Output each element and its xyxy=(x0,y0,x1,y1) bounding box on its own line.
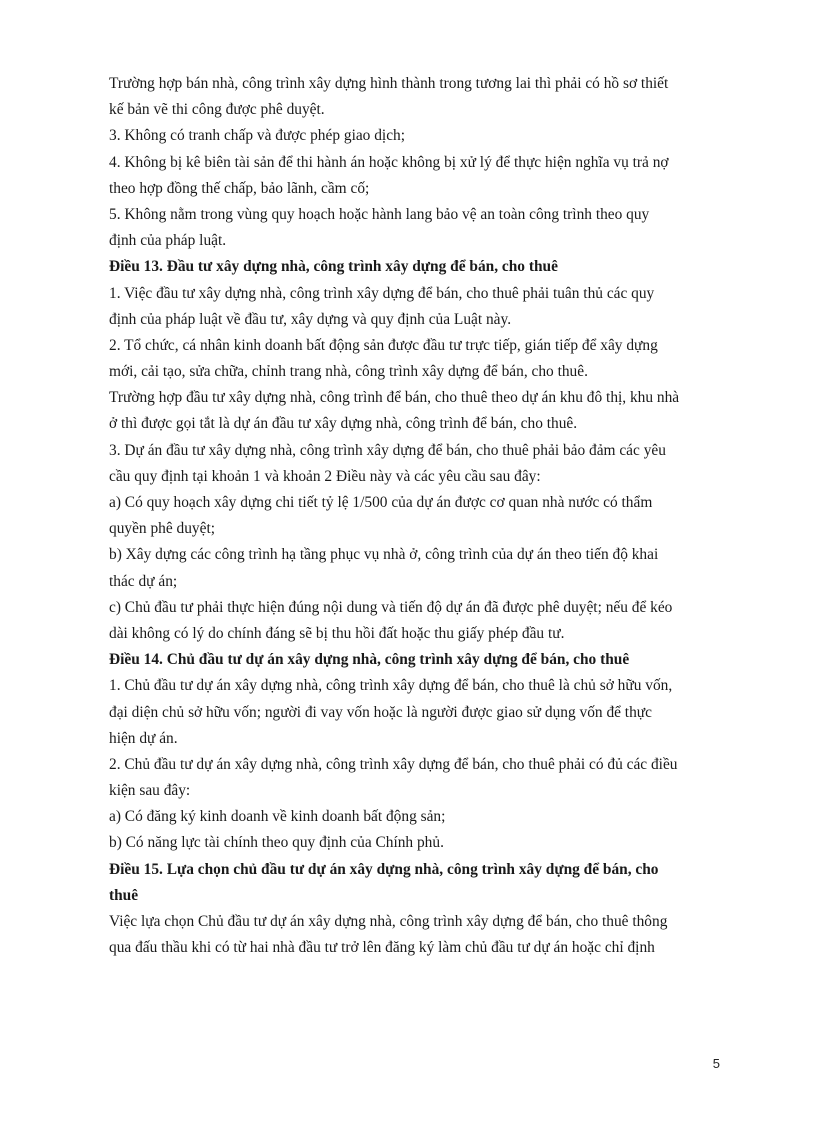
article-heading-line: Điều 15. Lựa chọn chủ đầu tư dự án xây dựng nhà, công trình xây dựng để bán, cho xyxy=(109,860,659,878)
text-line: 5. Không nằm trong vùng quy hoạch hoặc hành lang bảo vệ an toàn công trình theo quy xyxy=(109,205,650,223)
text-line: cầu quy định tại khoản 1 và khoản 2 Điều này và các yêu cầu sau đây: xyxy=(109,467,541,485)
text-line: b) Có năng lực tài chính theo quy định của Chính phủ. xyxy=(109,834,444,852)
document-body xyxy=(109,71,721,961)
text-line: b) Xây dựng các công trình hạ tầng phục vụ nhà ở, công trình của dự án theo tiến độ khai xyxy=(109,546,659,564)
text-line: ở thì được gọi tắt là dự án đầu tư xây dựng nhà, công trình để bán, cho thuê. xyxy=(109,415,578,433)
text-line: Việc lựa chọn Chủ đầu tư dự án xây dựng nhà, công trình xây dựng để bán, cho thuê thông xyxy=(109,913,668,930)
text-line: 1. Chủ đầu tư dự án xây dựng nhà, công trình xây dựng để bán, cho thuê là chủ sở hữu vốn, xyxy=(109,677,673,695)
text-line: Trường hợp bán nhà, công trình xây dựng hình thành trong tương lai thì phải có hồ sơ thiết xyxy=(109,75,669,92)
text-line: a) Có đăng ký kinh doanh về kinh doanh bất động sản; xyxy=(109,808,446,826)
text-line: kiện sau đây: xyxy=(109,782,191,800)
text-line: theo hợp đồng thế chấp, bảo lãnh, cầm cố; xyxy=(109,179,370,197)
text-line: a) Có quy hoạch xây dựng chi tiết tỷ lệ 1/500 của dự án được cơ quan nhà nước có thẩm xyxy=(109,494,653,511)
text-line: 1. Việc đầu tư xây dựng nhà, công trình xây dựng để bán, cho thuê phải tuân thủ các quy xyxy=(109,284,655,302)
text-line: đại diện chủ sở hữu vốn; người đi vay vốn hoặc là người được giao sử dụng vốn để thực xyxy=(109,703,652,721)
text-line: c) Chủ đầu tư phải thực hiện đúng nội dung và tiến độ dự án đã được phê duyệt; nếu để kéo xyxy=(109,598,673,616)
text-line: hiện dự án. xyxy=(109,729,178,747)
text-line: mới, cải tạo, sửa chữa, chỉnh trang nhà, công trình xây dựng để bán, cho thuê. xyxy=(109,363,588,381)
article-heading-line: thuê xyxy=(109,886,139,904)
text-line: dài không có lý do chính đáng sẽ bị thu hồi đất hoặc thu giấy phép đầu tư. xyxy=(109,624,565,642)
page-number: 5 xyxy=(712,1056,720,1071)
text-line: 3. Không có tranh chấp và được phép giao dịch; xyxy=(109,127,405,145)
text-line: Trường hợp đầu tư xây dựng nhà, công trình để bán, cho thuê theo dự án khu đô thị, khu nhà xyxy=(109,389,680,407)
article-heading-line: Điều 14. Chủ đầu tư dự án xây dựng nhà, công trình xây dựng để bán, cho thuê xyxy=(109,651,630,669)
text-line: quyền phê duyệt; xyxy=(109,520,215,538)
text-line: 4. Không bị kê biên tài sản để thi hành án hoặc không bị xử lý để thực hiện nghĩa vụ trả nợ xyxy=(109,153,669,171)
article-heading-line: Điều 13. Đầu tư xây dựng nhà, công trình xây dựng để bán, cho thuê xyxy=(109,258,558,276)
text-line: 3. Dự án đầu tư xây dựng nhà, công trình xây dựng để bán, cho thuê phải bảo đảm các yêu xyxy=(109,441,666,459)
text-line: kế bản vẽ thi công được phê duyệt. xyxy=(109,101,325,119)
text-line: qua đấu thầu khi có từ hai nhà đầu tư trở lên đăng ký làm chủ đầu tư dự án hoặc chỉ định xyxy=(109,939,655,957)
text-line: định của pháp luật. xyxy=(109,232,227,250)
text-line: thác dự án; xyxy=(109,572,178,590)
text-line: 2. Chủ đầu tư dự án xây dựng nhà, công trình xây dựng để bán, cho thuê phải có đủ các điều xyxy=(109,755,678,773)
text-line: 2. Tổ chức, cá nhân kinh doanh bất động sản được đầu tư trực tiếp, gián tiếp để xây dựng xyxy=(109,336,658,354)
text-line: định của pháp luật về đầu tư, xây dựng và quy định của Luật này. xyxy=(109,310,512,328)
